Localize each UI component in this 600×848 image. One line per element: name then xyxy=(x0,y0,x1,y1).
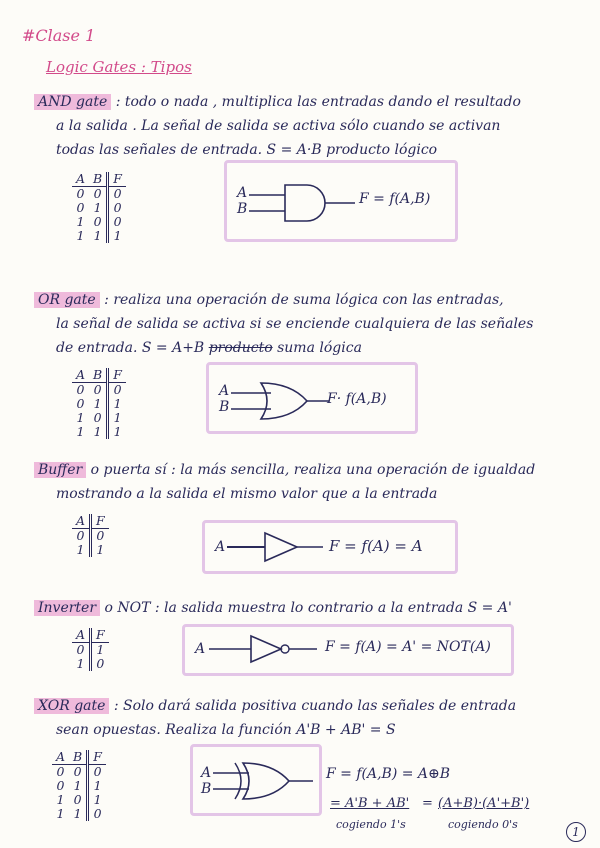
table-cell: 1 xyxy=(108,425,126,439)
or-paragraph-line1 xyxy=(34,292,504,308)
table-cell: 1 xyxy=(76,228,85,243)
or-input-a: A xyxy=(219,383,230,399)
table-cell: 0 xyxy=(93,186,102,201)
and-input-a: A xyxy=(237,185,248,201)
or-struck-word: producto xyxy=(208,340,273,356)
and-text-line2: a la salida . La señal de salida se activa sólo cuando se activan xyxy=(56,118,501,134)
or-table-header-cell: A xyxy=(72,368,89,383)
not-table-header-cell: F xyxy=(91,628,109,643)
table-cell: 1 xyxy=(91,543,109,557)
table-row xyxy=(52,765,106,780)
table-cell: 0 xyxy=(76,186,85,201)
or-table-header-row xyxy=(72,368,126,383)
page-number: 1 xyxy=(566,822,586,842)
and-text-line3: todas las señales de entrada. S = A·B producto lógico xyxy=(56,142,438,158)
buffer-text-line2: mostrando a la salida el mismo valor que a la entrada xyxy=(56,486,438,502)
not-output: F = f(A) = A' = NOT(A) xyxy=(325,639,491,655)
table-row xyxy=(72,643,109,658)
buffer-text-line1: o puerta sí : la más sencilla, realiza una operación de igualdad xyxy=(90,462,536,478)
not-paragraph-line1 xyxy=(34,600,512,616)
xor-paragraph-line1 xyxy=(34,698,516,714)
or-gate-symbol xyxy=(231,379,331,423)
or-truth-table xyxy=(72,368,126,439)
table-cell: 1 xyxy=(76,656,85,671)
or-formula-note: suma lógica xyxy=(277,340,362,356)
table-cell: 1 xyxy=(73,806,82,821)
table-row xyxy=(72,383,126,398)
buffer-table-header-cell: A xyxy=(72,514,91,529)
and-table-header-cell: F xyxy=(108,172,126,187)
or-input-b: B xyxy=(219,399,230,415)
table-row xyxy=(72,543,109,557)
and-text-line1: : todo o nada , multiplica las entradas dando el resultado xyxy=(115,94,521,110)
table-cell: 0 xyxy=(73,764,82,779)
table-cell: 1 xyxy=(108,397,126,411)
table-cell: 1 xyxy=(73,778,82,793)
not-truth-table xyxy=(72,628,109,671)
table-cell: 0 xyxy=(56,778,65,793)
table-cell: 1 xyxy=(76,410,85,425)
table-row xyxy=(72,425,126,439)
xor-text-line2: sean opuestas. Realiza la función A'B + AB' = S xyxy=(56,722,396,738)
table-cell: 0 xyxy=(108,215,126,229)
table-row xyxy=(52,779,106,793)
buffer-paragraph-line1 xyxy=(34,462,535,478)
table-cell: 0 xyxy=(91,657,109,671)
page-subtitle: Logic Gates : Tipos xyxy=(46,58,192,76)
not-title: Inverter xyxy=(34,600,100,616)
xor-note-zeros: cogiendo 0's xyxy=(448,818,518,831)
xor-gate-box xyxy=(190,744,322,816)
table-row xyxy=(72,229,126,243)
and-truth-table xyxy=(72,172,126,243)
xor-input-a: A xyxy=(201,765,212,781)
not-input-a: A xyxy=(195,641,206,657)
table-cell: 0 xyxy=(91,529,109,544)
xor-equals: = xyxy=(422,796,433,811)
buffer-input-a: A xyxy=(215,539,226,555)
table-row xyxy=(72,657,109,671)
or-table-header-cell: B xyxy=(89,368,108,383)
table-cell: 1 xyxy=(108,229,126,243)
xor-title: XOR gate xyxy=(34,698,109,714)
table-cell: 0 xyxy=(108,187,126,202)
table-cell: 0 xyxy=(88,765,106,780)
not-gate-symbol xyxy=(209,631,321,667)
page-header: #Clase 1 xyxy=(22,26,96,45)
table-cell: 0 xyxy=(56,764,65,779)
xor-table-header-cell: A xyxy=(52,750,69,765)
table-cell: 1 xyxy=(93,200,102,215)
buffer-gate-box xyxy=(202,520,458,574)
table-cell: 1 xyxy=(76,542,85,557)
table-cell: 1 xyxy=(76,424,85,439)
or-text-line1: : realiza una operación de suma lógica con las entradas, xyxy=(104,292,504,308)
or-output: F· f(A,B) xyxy=(327,391,387,407)
buffer-table-header-cell: F xyxy=(91,514,109,529)
table-cell: 1 xyxy=(88,793,106,807)
table-cell: 1 xyxy=(88,779,106,793)
table-cell: 1 xyxy=(93,228,102,243)
xor-note-ones: cogiendo 1's xyxy=(336,818,406,831)
table-cell: 0 xyxy=(76,382,85,397)
table-cell: 1 xyxy=(93,424,102,439)
xor-input-b: B xyxy=(201,781,212,797)
table-cell: 0 xyxy=(76,642,85,657)
and-input-b: B xyxy=(237,201,248,217)
not-table-header-row xyxy=(72,628,109,643)
and-gate-box xyxy=(224,160,458,242)
table-row xyxy=(72,397,126,411)
not-gate-box xyxy=(182,624,514,676)
table-cell: 1 xyxy=(56,806,65,821)
and-gate-symbol xyxy=(249,181,359,225)
table-cell: 0 xyxy=(76,200,85,215)
table-row xyxy=(72,201,126,215)
buffer-gate-symbol xyxy=(227,529,327,565)
and-title: AND gate xyxy=(34,94,111,110)
xor-expression-zeros: (A+B)·(A'+B') xyxy=(438,796,530,811)
table-cell: 1 xyxy=(76,214,85,229)
not-text-line1: o NOT : la salida muestra lo contrario a la entrada S = A' xyxy=(104,600,512,616)
buffer-output: F = f(A) = A xyxy=(329,537,423,555)
and-paragraph-line1 xyxy=(34,94,521,110)
table-row xyxy=(72,215,126,229)
and-table-header-cell: A xyxy=(72,172,89,187)
table-cell: 1 xyxy=(91,643,109,658)
table-cell: 0 xyxy=(93,214,102,229)
and-table-header-cell: B xyxy=(89,172,108,187)
table-cell: 0 xyxy=(76,528,85,543)
or-gate-box xyxy=(206,362,418,434)
buffer-title: Buffer xyxy=(34,462,86,478)
xor-table-header-cell: B xyxy=(69,750,88,765)
table-cell: 0 xyxy=(108,201,126,215)
not-table-header-cell: A xyxy=(72,628,91,643)
table-row xyxy=(52,807,106,821)
xor-truth-table xyxy=(52,750,106,821)
xor-text-line1: : Solo dará salida positiva cuando las señales de entrada xyxy=(113,698,517,714)
or-formula: de entrada. S = A+B xyxy=(56,340,205,356)
xor-table-header-cell: F xyxy=(88,750,106,765)
table-cell: 0 xyxy=(88,807,106,821)
table-row xyxy=(52,793,106,807)
and-output: F = f(A,B) xyxy=(359,191,431,207)
or-text-line2: la señal de salida se activa si se enciende cualquiera de las señales xyxy=(56,316,534,332)
xor-output: F = f(A,B) = A⊕B xyxy=(326,766,451,782)
xor-expression-ones: = A'B + AB' xyxy=(330,796,410,811)
table-cell: 1 xyxy=(93,396,102,411)
xor-table-header-row xyxy=(52,750,106,765)
table-row xyxy=(72,529,109,544)
table-cell: 0 xyxy=(76,396,85,411)
or-text-line3 xyxy=(56,340,362,356)
table-cell: 0 xyxy=(93,382,102,397)
or-table-header-cell: F xyxy=(108,368,126,383)
table-row xyxy=(72,411,126,425)
table-cell: 1 xyxy=(108,411,126,425)
table-row xyxy=(72,187,126,202)
or-title: OR gate xyxy=(34,292,100,308)
xor-gate-symbol xyxy=(213,759,317,803)
table-cell: 1 xyxy=(56,792,65,807)
buffer-table-header-row xyxy=(72,514,109,529)
table-cell: 0 xyxy=(73,792,82,807)
table-cell: 0 xyxy=(93,410,102,425)
table-cell: 0 xyxy=(108,383,126,398)
buffer-truth-table xyxy=(72,514,109,557)
and-table-header-row xyxy=(72,172,126,187)
